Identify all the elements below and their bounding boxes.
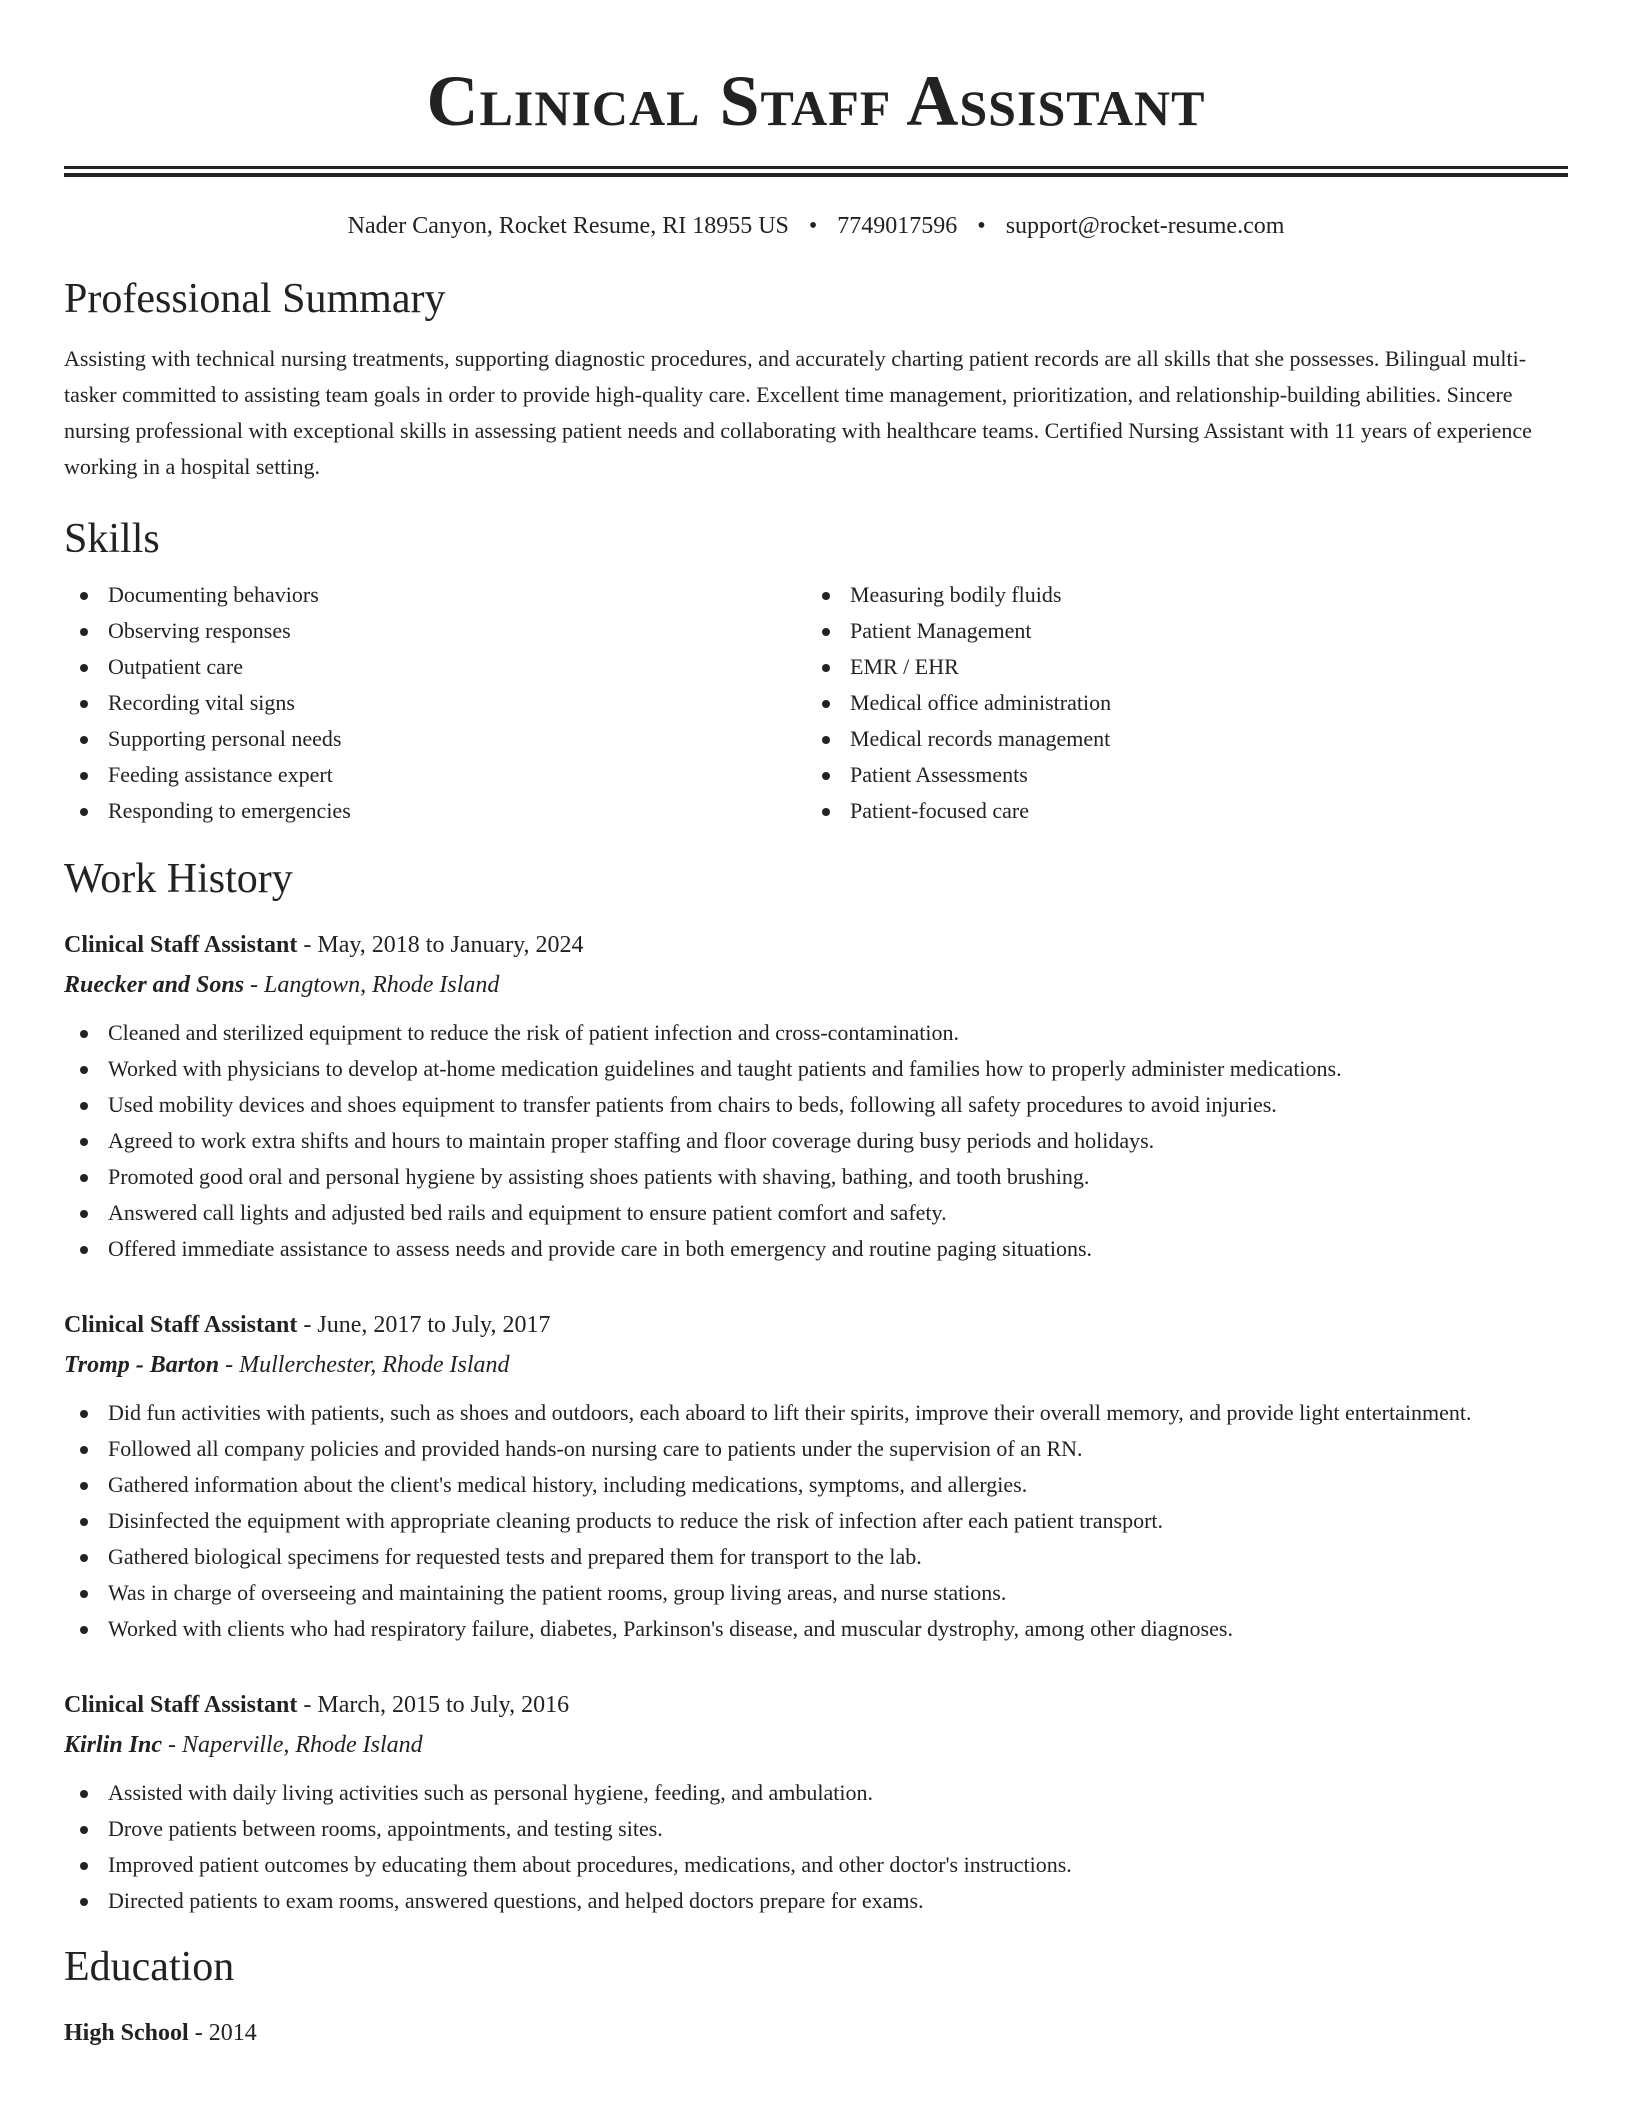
job-bullet: Was in charge of overseeing and maintaining the patient rooms, group living areas, and nurse stations. [64, 1575, 1568, 1611]
work-history-heading: Work History [64, 856, 293, 902]
job-company: Kirlin Inc [64, 1732, 163, 1758]
job-bullet: Offered immediate assistance to assess needs and provide care in both emergency and routine paging situations. [64, 1231, 1568, 1267]
education-section [64, 1941, 1568, 2051]
job-title-line [64, 1307, 1568, 1343]
header-double-rule [64, 166, 1568, 177]
summary-text: Assisting with technical nursing treatments, supporting diagnostic procedures, and accurately charting patient records are all skills that she possesses. Bilingual multi-tasker committed to assisting team goals in order to provide high-quality care. Excellent time management, prioritization, and relationship-building abilities. Sincere nursing professional with exceptional skills in assessing patient needs and collaborating with healthcare teams. Certified Nursing Assistant with 11 years of experience working in a hospital setting. [64, 346, 1532, 479]
job-bullet: Followed all company policies and provided hands-on nursing care to patients under the supervision of an RN. [64, 1431, 1568, 1467]
job-bullets [64, 1395, 1568, 1647]
job-bullet: Assisted with daily living activities such as personal hygiene, feeding, and ambulation. [64, 1775, 1568, 1811]
education-year: - 2014 [188, 2020, 257, 2046]
job-title: Clinical Staff Assistant [64, 1692, 298, 1718]
job-bullet: Gathered biological specimens for requested tests and prepared them for transport to the lab. [64, 1539, 1568, 1575]
job-company: Tromp - Barton [64, 1352, 220, 1378]
job-title-line [64, 1687, 1568, 1723]
skill-item: Patient-focused care [806, 793, 1548, 829]
job-bullet: Improved patient outcomes by educating them about procedures, medications, and other doctor's instructions. [64, 1847, 1568, 1883]
job-dates: - June, 2017 to July, 2017 [297, 1312, 551, 1338]
job-bullet: Directed patients to exam rooms, answered questions, and helped doctors prepare for exams. [64, 1883, 1568, 1919]
job-company-line [64, 1347, 1568, 1383]
job-bullet: Cleaned and sterilized equipment to reduce the risk of patient infection and cross-contamination. [64, 1015, 1568, 1051]
education-heading: Education [64, 1944, 235, 1990]
summary-section [64, 273, 1568, 485]
job-bullet: Answered call lights and adjusted bed rails and equipment to ensure patient comfort and safety. [64, 1195, 1568, 1231]
job-entry [64, 927, 1568, 1267]
contact-line [64, 211, 1568, 241]
skill-item: Patient Management [806, 613, 1548, 649]
resume-page [64, 0, 1568, 2051]
resume-name: Clinical Staff Assistant [426, 61, 1206, 141]
skills-left-column [64, 577, 806, 829]
contact-separator: • [808, 213, 818, 239]
contact-separator: • [977, 213, 986, 239]
skills-columns [64, 577, 1568, 829]
job-entry [64, 1307, 1568, 1647]
education-entry [64, 2015, 1568, 2051]
job-location: - Mullerchester, Rhode Island [219, 1352, 510, 1378]
job-bullet: Agreed to work extra shifts and hours to maintain proper staffing and floor coverage during busy periods and holidays. [64, 1123, 1568, 1159]
skill-item: Recording vital signs [64, 685, 806, 721]
skill-item: Medical office administration [806, 685, 1548, 721]
skills-right-column [806, 577, 1548, 829]
contact-phone: 7749017596 [837, 213, 958, 239]
job-company: Ruecker and Sons [64, 972, 245, 998]
skill-item: EMR / EHR [806, 649, 1548, 685]
job-title: Clinical Staff Assistant [64, 932, 298, 958]
skill-item: Feeding assistance expert [64, 757, 806, 793]
job-bullet: Worked with clients who had respiratory failure, diabetes, Parkinson's disease, and muscular dystrophy, among other diagnoses. [64, 1611, 1568, 1647]
job-title: Clinical Staff Assistant [64, 1312, 298, 1338]
job-title-line [64, 927, 1568, 963]
job-entry [64, 1687, 1568, 1919]
skills-section [64, 513, 1568, 829]
job-bullet: Did fun activities with patients, such as shoes and outdoors, each aboard to lift their spirits, improve their overall memory, and provide light entertainment. [64, 1395, 1568, 1431]
summary-heading: Professional Summary [64, 276, 446, 322]
job-company-line [64, 967, 1568, 1003]
job-dates: - May, 2018 to January, 2024 [297, 932, 584, 958]
contact-address: Nader Canyon, Rocket Resume, RI 18955 US [347, 213, 789, 239]
job-bullets [64, 1775, 1568, 1919]
education-degree: High School [64, 2020, 189, 2046]
job-bullet: Gathered information about the client's medical history, including medications, symptoms, and allergies. [64, 1467, 1568, 1503]
job-bullet: Drove patients between rooms, appointments, and testing sites. [64, 1811, 1568, 1847]
skill-item: Measuring bodily fluids [806, 577, 1548, 613]
job-location: - Naperville, Rhode Island [162, 1732, 423, 1758]
job-bullet: Promoted good oral and personal hygiene by assisting shoes patients with shaving, bathing, and tooth brushing. [64, 1159, 1568, 1195]
job-location: - Langtown, Rhode Island [244, 972, 500, 998]
skills-heading: Skills [64, 516, 160, 562]
skill-item: Patient Assessments [806, 757, 1548, 793]
skill-item: Supporting personal needs [64, 721, 806, 757]
job-company-line [64, 1727, 1568, 1763]
skill-item: Responding to emergencies [64, 793, 806, 829]
skill-item: Medical records management [806, 721, 1548, 757]
skill-item: Documenting behaviors [64, 577, 806, 613]
work-history-section [64, 853, 1568, 1919]
skill-item: Outpatient care [64, 649, 806, 685]
job-bullets [64, 1015, 1568, 1267]
job-dates: - March, 2015 to July, 2016 [297, 1692, 570, 1718]
skill-item: Observing responses [64, 613, 806, 649]
job-bullet: Worked with physicians to develop at-home medication guidelines and taught patients and families how to properly administer medications. [64, 1051, 1568, 1087]
job-bullet: Disinfected the equipment with appropriate cleaning products to reduce the risk of infection after each patient transport. [64, 1503, 1568, 1539]
contact-email: support@rocket-resume.com [1005, 213, 1285, 239]
job-bullet: Used mobility devices and shoes equipment to transfer patients from chairs to beds, following all safety procedures to avoid injuries. [64, 1087, 1568, 1123]
